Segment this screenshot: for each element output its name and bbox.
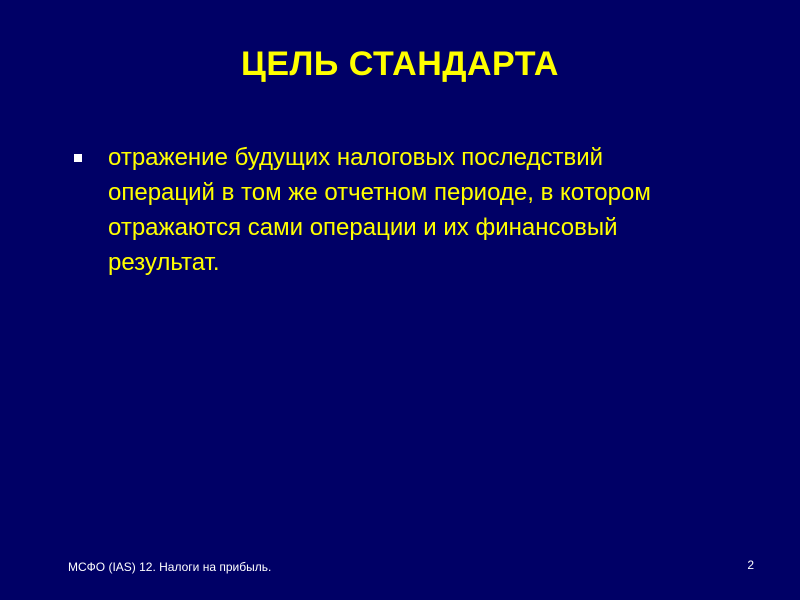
slide-title: ЦЕЛЬ СТАНДАРТА	[241, 45, 559, 83]
bullet-text: отражение будущих налоговых последствий операций в том же отчетном периоде, в котором отражаются сами операции и их финансовый результат.	[108, 144, 651, 276]
page-number: 2	[747, 558, 754, 572]
bullet-list	[72, 140, 712, 280]
slide-footer: МСФО (IAS) 12. Налоги на прибыль.	[68, 560, 272, 574]
square-bullet-icon	[74, 154, 82, 162]
bullet-item	[72, 140, 712, 280]
